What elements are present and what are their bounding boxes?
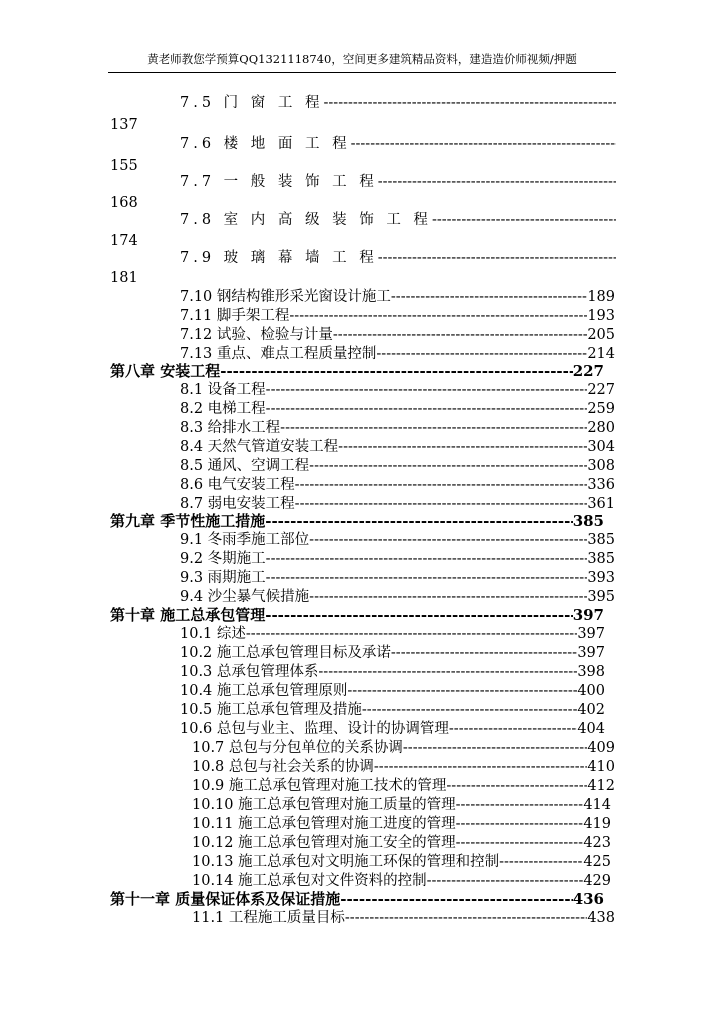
toc-entry: 7.10 钢结构锥形采光窗设计施工 ----- 189 <box>180 287 615 307</box>
toc-page-number: 155 <box>110 158 138 174</box>
toc-entry: 10.10 施工总承包管理对施工质量的管理 ----- 414 <box>192 795 611 815</box>
leader-dots <box>220 361 572 381</box>
toc-entry: 9.3 雨期施工 ----- 393 <box>180 568 615 588</box>
leader-dots <box>295 475 588 495</box>
toc-entry-7-8: 7.8 室 内 高 级 装 饰 工 程 ----- <box>180 210 616 230</box>
toc-page-number: 174 <box>110 233 138 249</box>
leader-dots <box>289 306 587 326</box>
toc-entry: 10.14 施工总承包对文件资料的控制 ----- 429 <box>192 871 611 891</box>
leader-dots <box>266 399 588 419</box>
toc-entry: 10.9 施工总承包管理对施工技术的管理 ----- 412 <box>192 776 615 796</box>
leader-dots <box>340 889 572 909</box>
toc-chapter-8: 第八章 安装工程 ----- 227 <box>110 361 604 381</box>
leader-dots <box>338 437 587 457</box>
toc-chapter-10: 第十章 施工总承包管理 ----- 397 <box>110 605 604 625</box>
toc-entry: 7.11 脚手架工程 ----- 193 <box>180 306 615 326</box>
toc-entry: 10.11 施工总承包管理对施工进度的管理 ----- 419 <box>192 814 611 834</box>
leader-dots <box>499 852 583 872</box>
leader-dots <box>391 643 577 663</box>
toc-entry-7-7: 7.7 一 般 装 饰 工 程 ----- <box>180 172 616 192</box>
leader-dots <box>265 605 572 625</box>
toc-entry: 10.6 总包与业主、监理、设计的协调管理 ----- 404 <box>180 719 605 739</box>
leader-dots <box>309 530 587 550</box>
toc-entry-7-6: 7.6 楼 地 面 工 程 ----- <box>180 134 616 154</box>
leader-dots <box>246 624 577 644</box>
toc-entry: 8.5 通风、空调工程 ----- 308 <box>180 456 615 476</box>
toc-chapter-9: 第九章 季节性施工措施 ----- 385 <box>110 511 604 531</box>
leader-dots <box>391 287 587 307</box>
leader-dots <box>333 325 587 345</box>
toc-entry: 10.5 施工总承包管理及措施 ----- 402 <box>180 700 605 720</box>
toc-entry: 8.7 弱电安装工程 ----- 361 <box>180 494 615 514</box>
toc-entry: 8.1 设备工程 ----- 227 <box>180 380 615 400</box>
page-header: 黄老师教您学预算QQ1321118740，空间更多建筑精品资料，建造造价师视频/押题 <box>147 52 577 66</box>
toc-entry: 8.6 电气安装工程 ----- 336 <box>180 475 615 495</box>
toc-entry: 11.1 工程施工质量目标 ----- 438 <box>192 908 615 928</box>
toc-entry: 10.8 总包与社会关系的协调 ----- 410 <box>192 757 615 777</box>
leader-dots <box>446 776 587 796</box>
toc-page-number: 137 <box>110 117 138 133</box>
leader-dots <box>374 757 587 777</box>
leader-dots <box>427 871 584 891</box>
toc-entry: 10.1 综述 ----- 397 <box>180 624 605 644</box>
leader-dots <box>432 210 616 230</box>
toc-entry: 10.4 施工总承包管理原则 ----- 400 <box>180 681 605 701</box>
leader-dots <box>456 814 584 834</box>
leader-dots <box>324 93 617 113</box>
leader-dots <box>351 134 616 154</box>
leader-dots <box>266 568 588 588</box>
toc-entry: 9.1 冬雨季施工部位 ----- 385 <box>180 530 615 550</box>
toc-entry: 7.12 试验、检验与计量 ----- 205 <box>180 325 615 345</box>
leader-dots <box>309 587 587 607</box>
toc-entry: 10.13 施工总承包对文明施工环保的管理和控制 ----- 425 <box>192 852 611 872</box>
toc-page-number: 168 <box>110 195 138 211</box>
toc-entry: 9.4 沙尘暴气候措施 ----- 395 <box>180 587 615 607</box>
toc-entry: 10.12 施工总承包管理对施工安全的管理 ----- 423 <box>192 833 611 853</box>
leader-dots <box>347 681 577 701</box>
leader-dots <box>456 795 584 815</box>
leader-dots <box>266 380 588 400</box>
leader-dots <box>309 456 587 476</box>
leader-dots <box>266 549 588 569</box>
leader-dots <box>449 719 577 739</box>
leader-dots <box>378 248 616 268</box>
toc-entry: 10.7 总包与分包单位的关系协调 ----- 409 <box>192 738 615 758</box>
leader-dots <box>456 833 584 853</box>
leader-dots <box>378 172 616 192</box>
toc-entry-7-9: 7.9 玻 璃 幕 墙 工 程 ----- <box>180 248 616 268</box>
toc-entry: 10.3 总承包管理体系 ----- 398 <box>180 662 605 682</box>
toc-entry: 8.3 给排水工程 ----- 280 <box>180 418 615 438</box>
leader-dots <box>403 738 587 758</box>
leader-dots <box>345 908 587 928</box>
toc-entry-7-5: 7.5 门 窗 工 程 ----- <box>180 93 616 113</box>
header-rule <box>108 72 616 73</box>
toc-chapter-11: 第十一章 质量保证体系及保证措施 ----- 436 <box>110 889 604 909</box>
toc-page-number: 181 <box>110 270 138 286</box>
toc-entry: 10.2 施工总承包管理目标及承诺 ----- 397 <box>180 643 605 663</box>
toc-entry: 9.2 冬期施工 ----- 385 <box>180 549 615 569</box>
toc-entry: 8.2 电梯工程 ----- 259 <box>180 399 615 419</box>
leader-dots <box>318 662 577 682</box>
leader-dots <box>280 418 587 438</box>
leader-dots <box>265 511 572 531</box>
leader-dots <box>362 700 577 720</box>
toc-entry: 7.13 重点、难点工程质量控制 ----- 214 <box>180 344 615 364</box>
toc-entry: 8.4 天然气管道安装工程 ----- 304 <box>180 437 615 457</box>
